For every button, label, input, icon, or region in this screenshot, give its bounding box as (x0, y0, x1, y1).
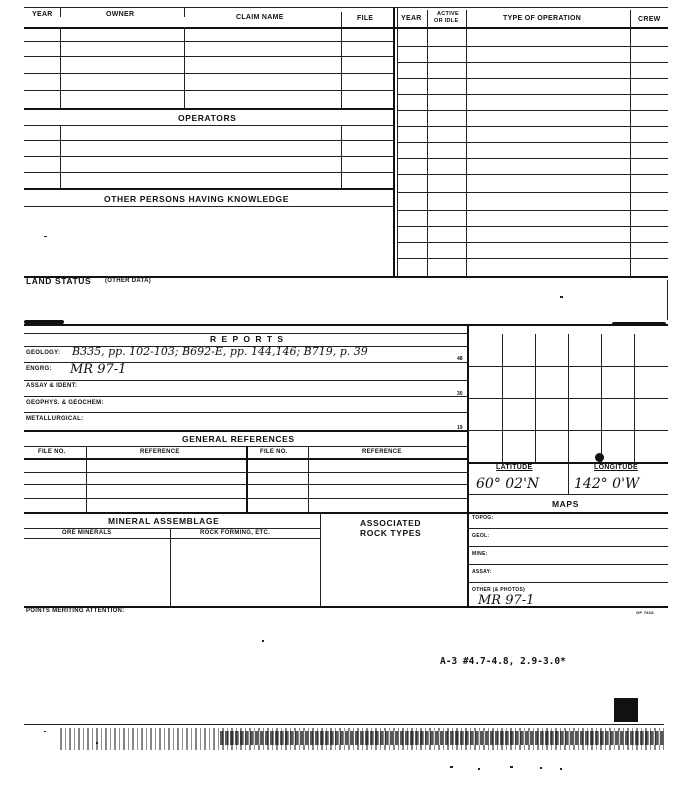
scan-speck (630, 44, 631, 48)
maps-geol-label: GEOL: (472, 533, 490, 539)
longitude-value: 142° 0'W (574, 476, 640, 492)
stamp-text: A-3 #4.7-4.8, 2.9-3.0* (440, 656, 566, 667)
scan-speck (262, 640, 264, 642)
scan-speck (44, 236, 47, 237)
ops-header-year: YEAR (401, 15, 422, 22)
operators-title: OPERATORS (178, 113, 237, 123)
ops-header-active: ACTIVE (437, 11, 459, 17)
claims-header-file: FILE (357, 15, 374, 22)
maps-assay-label: ASSAY: (472, 569, 492, 575)
ref-header-file-no-2: FILE NO. (260, 449, 288, 455)
report-geology-mark: 48 (457, 356, 463, 362)
other-persons-title: OTHER PERSONS HAVING KNOWLEDGE (104, 194, 290, 204)
form-number: GP 7818 (636, 610, 654, 615)
mineral-assemblage-title: MINERAL ASSEMBLAGE (108, 516, 220, 526)
report-engrg-value: MR 97-1 (70, 362, 127, 377)
claims-header-owner: OWNER (106, 11, 135, 18)
latitude-value: 60° 02'N (476, 476, 540, 492)
ops-header-idle: OR IDLE (434, 18, 459, 24)
claims-header-year: YEAR (32, 11, 53, 18)
latitude-label: LATITUDE (496, 464, 533, 471)
claims-header-claim-name: CLAIM NAME (236, 14, 284, 21)
ref-header-reference-2: REFERENCE (362, 449, 402, 455)
ops-header-crew: CREW (638, 16, 661, 23)
general-references-title: GENERAL REFERENCES (182, 434, 295, 444)
land-status-sub: (OTHER DATA) (105, 278, 152, 284)
rock-forming-header: ROCK FORMING, ETC. (200, 530, 271, 536)
report-assay-mark: 30 (457, 391, 463, 397)
report-metallurgical-label: METALLURGICAL: (26, 416, 84, 422)
maps-title: MAPS (552, 499, 579, 509)
associated-rock-types-line1: ASSOCIATED (360, 518, 422, 528)
reports-title: R E P O R T S (210, 334, 285, 344)
points-meriting-label: POINTS MERITING ATTENTION: (26, 608, 125, 614)
maps-other-value: MR 97-1 (478, 593, 535, 608)
ore-minerals-header: ORE MINERALS (62, 530, 112, 536)
scan-speck (560, 296, 563, 298)
land-status-label: LAND STATUS (26, 276, 92, 286)
report-engrg-label: ENGRG: (26, 366, 52, 372)
report-geology-value: B335, pp. 102-103; B692-E, pp. 144,146; B719, p. 39 (72, 345, 368, 358)
ops-header-type: TYPE OF OPERATION (503, 15, 582, 22)
longitude-label: LONGITUDE (594, 464, 638, 471)
maps-mine-label: MINE: (472, 551, 488, 557)
associated-rock-types-line2: ROCK TYPES (360, 528, 422, 538)
ref-header-file-no-1: FILE NO. (38, 449, 66, 455)
maps-other-label: OTHER (& PHOTOS) (472, 587, 526, 593)
report-metallurgical-mark: 19 (457, 425, 463, 431)
report-geophys-label: GEOPHYS. & GEOCHEM: (26, 400, 104, 406)
report-geology-label: GEOLOGY: (26, 350, 61, 356)
report-assay-label: ASSAY & IDENT: (26, 383, 78, 389)
ref-header-reference-1: REFERENCE (140, 449, 180, 455)
maps-topog-label: TOPOG: (472, 515, 494, 521)
scan-black-square (614, 698, 638, 722)
